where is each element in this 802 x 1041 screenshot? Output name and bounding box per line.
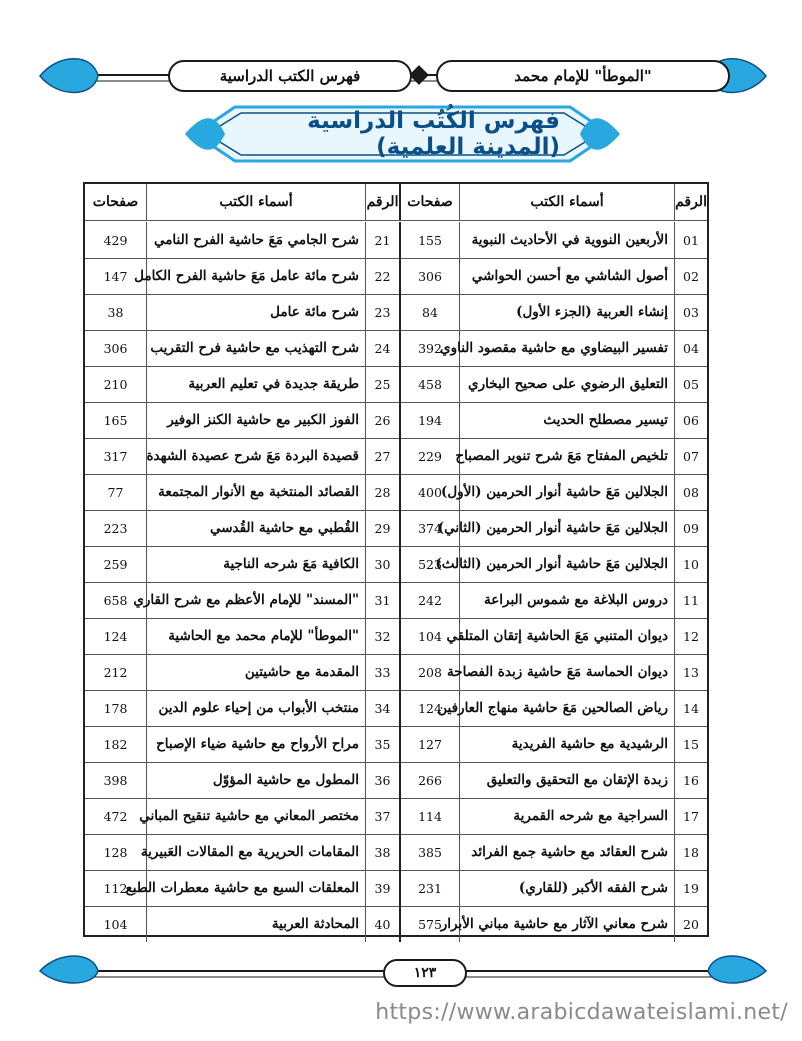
pages-right: 208 [399, 654, 459, 690]
page-footer [38, 945, 768, 985]
pages-left: 317 [103, 448, 128, 464]
page-number: ١٢٣ [383, 959, 467, 987]
book-name-left: القصائد المنتخبة مع الأنوار المجتمعة [146, 474, 365, 510]
pages-left: 104 [103, 916, 128, 932]
row-number-left: 30 [365, 546, 399, 582]
book-name-left: المطول مع حاشية المؤوّل [146, 762, 365, 798]
row-number-right: 11 [674, 582, 707, 618]
col-header-number-left: الرقم [365, 184, 399, 220]
row-number-right: 16 [674, 762, 707, 798]
pages-left: 210 [103, 376, 128, 392]
pages-left: 658 [103, 592, 128, 608]
book-name-left: مختصر المعاني مع حاشية تنقيح المباني [146, 798, 365, 834]
book-name-right: أصول الشاشي مع أحسن الحواشي [459, 258, 674, 294]
row-number-left: 26 [365, 402, 399, 438]
table-row [85, 510, 707, 547]
pages-left: 147 [103, 268, 128, 284]
book-name-right: شرح الفقه الأكبر (للقاري) [459, 870, 674, 906]
table-row [85, 222, 707, 259]
col-header-book-names-left: أسماء الكتب [146, 184, 365, 220]
book-name-right: ديوان الحماسة مَعَ حاشية زبدة الفصاحة [459, 654, 674, 690]
row-number-right: 04 [674, 330, 707, 366]
book-name-left: قصيدة البردة مَعَ شرح عصيدة الشهدة [146, 438, 365, 474]
pages-left: 124 [103, 628, 128, 644]
book-name-right: التعليق الرضوي على صحيح البخاري [459, 366, 674, 402]
table-row [85, 726, 707, 763]
book-name-left: المقامات الحريرية مع المقالات العَبيرية [146, 834, 365, 870]
book-name-right: ديوان المتنبي مَعَ الحاشية إتقان المتلقي [459, 618, 674, 654]
book-name-left: الكافية مَعَ شرحه الناجية [146, 546, 365, 582]
table-row [85, 546, 707, 583]
book-name-right: إنشاء العربية (الجزء الأول) [459, 294, 674, 330]
row-number-left: 27 [365, 438, 399, 474]
pages-left: 77 [107, 484, 124, 500]
pages-right: 392 [399, 330, 459, 366]
pages-right: 114 [399, 798, 459, 834]
pages-right: 231 [399, 870, 459, 906]
row-number-left: 40 [365, 906, 399, 942]
pages-right: 266 [399, 762, 459, 798]
row-number-right: 05 [674, 366, 707, 402]
pages-left: 306 [103, 340, 128, 356]
pages-left: 472 [103, 808, 128, 824]
row-number-left: 31 [365, 582, 399, 618]
pages-right: 84 [399, 294, 459, 330]
page-title: فهرس الكُتُب الدراسية (المدينة العلمية) [307, 108, 560, 160]
book-name-right: دروس البلاغة مع شموس البراعة [459, 582, 674, 618]
row-number-right: 02 [674, 258, 707, 294]
table-row [85, 402, 707, 439]
row-number-right: 03 [674, 294, 707, 330]
row-number-right: 07 [674, 438, 707, 474]
pages-right: 242 [399, 582, 459, 618]
col-header-pages-left: صفحات [92, 194, 139, 210]
row-number-right: 14 [674, 690, 707, 726]
table-row [85, 834, 707, 871]
pages-right: 127 [399, 726, 459, 762]
table-row [85, 258, 707, 295]
pages-right: 523 [399, 546, 459, 582]
pages-right: 155 [399, 222, 459, 258]
col-header-pages-right: صفحات [399, 184, 459, 220]
book-name-right: زبدة الإتقان مع التحقيق والتعليق [459, 762, 674, 798]
books-index-table [83, 182, 709, 937]
table-row [85, 762, 707, 799]
row-number-right: 01 [674, 222, 707, 258]
table-row [85, 870, 707, 907]
table-row [85, 618, 707, 655]
table-row [85, 294, 707, 331]
book-name-left: شرح التهذيب مع حاشية فرح التقريب [146, 330, 365, 366]
pages-right: 229 [399, 438, 459, 474]
pages-left: 38 [107, 304, 124, 320]
table-row [85, 366, 707, 403]
table-row [85, 798, 707, 835]
row-number-right: 13 [674, 654, 707, 690]
running-header-book-title: "الموطأ" للإمام محمد [436, 60, 730, 92]
row-number-left: 38 [365, 834, 399, 870]
pages-left: 223 [103, 520, 128, 536]
row-number-left: 33 [365, 654, 399, 690]
book-name-left: طريقة جديدة في تعليم العربية [146, 366, 365, 402]
pages-right: 194 [399, 402, 459, 438]
row-number-right: 09 [674, 510, 707, 546]
book-name-left: القُطبي مع حاشية القُدسي [146, 510, 365, 546]
row-number-left: 29 [365, 510, 399, 546]
table-row [85, 582, 707, 619]
row-number-right: 12 [674, 618, 707, 654]
pages-left: 112 [103, 880, 128, 896]
row-number-right: 18 [674, 834, 707, 870]
book-name-right: الأربعين النووية في الأحاديث النبوية [459, 222, 674, 258]
table-row [85, 906, 707, 942]
pages-left: 165 [103, 412, 128, 428]
pages-left: 429 [103, 232, 128, 248]
table-row [85, 474, 707, 511]
row-number-left: 34 [365, 690, 399, 726]
row-number-left: 25 [365, 366, 399, 402]
row-number-right: 08 [674, 474, 707, 510]
pages-right: 306 [399, 258, 459, 294]
row-number-left: 35 [365, 726, 399, 762]
table-row [85, 438, 707, 475]
row-number-left: 24 [365, 330, 399, 366]
row-number-right: 06 [674, 402, 707, 438]
pages-left: 178 [103, 700, 128, 716]
book-name-left: الفوز الكبير مع حاشية الكنز الوفير [146, 402, 365, 438]
book-name-right: رياض الصالحين مَعَ حاشية منهاج العارفين [459, 690, 674, 726]
book-name-right: شرح معاني الآثار مع حاشية مباني الأبرار [459, 906, 674, 942]
pages-left: 259 [103, 556, 128, 572]
book-name-right: شرح العقائد مع حاشية جمع الفرائد [459, 834, 674, 870]
book-name-left: شرح مائة عامل [146, 294, 365, 330]
title-banner [185, 103, 620, 165]
pages-right: 124 [399, 690, 459, 726]
book-name-left: منتخب الأبواب من إحياء علوم الدين [146, 690, 365, 726]
watermark-url: https://www.arabicdawateislami.net/ [375, 1000, 788, 1025]
table-row [85, 654, 707, 691]
row-number-right: 15 [674, 726, 707, 762]
pages-left: 212 [103, 664, 128, 680]
book-name-left: "المسند" للإمام الأعظم مع شرح القاري [146, 582, 365, 618]
pages-right: 458 [399, 366, 459, 402]
book-name-right: الجلالين مَعَ حاشية أنوار الحرمين (الأول) [459, 474, 674, 510]
book-name-right: الجلالين مَعَ حاشية أنوار الحرمين (الثالث) [459, 546, 674, 582]
book-name-left: مراح الأرواح مع حاشية ضياء الإصباح [146, 726, 365, 762]
row-number-left: 37 [365, 798, 399, 834]
book-name-right: الرشيدية مع حاشية الفريدية [459, 726, 674, 762]
row-number-right: 10 [674, 546, 707, 582]
book-name-right: الجلالين مَعَ حاشية أنوار الحرمين (الثاني) [459, 510, 674, 546]
pages-left: 182 [103, 736, 128, 752]
row-number-left: 32 [365, 618, 399, 654]
row-number-left: 23 [365, 294, 399, 330]
row-number-left: 39 [365, 870, 399, 906]
book-name-right: تلخيص المفتاح مَعَ شرح تنوير المصباح [459, 438, 674, 474]
pages-right: 374 [399, 510, 459, 546]
row-number-left: 22 [365, 258, 399, 294]
table-header-row [85, 184, 707, 221]
page-header [38, 48, 768, 98]
row-number-right: 19 [674, 870, 707, 906]
col-header-number-right: الرقم [674, 184, 707, 220]
running-header-section-title: فهرس الكتب الدراسية [168, 60, 412, 92]
pages-left: 398 [103, 772, 128, 788]
row-number-left: 21 [365, 222, 399, 258]
row-number-right: 17 [674, 798, 707, 834]
book-name-left: المقدمة مع حاشيتين [146, 654, 365, 690]
book-name-left: المعلقات السبع مع حاشية معطرات الطبع [146, 870, 365, 906]
row-number-right: 20 [674, 906, 707, 942]
pages-right: 385 [399, 834, 459, 870]
book-name-right: تفسير البيضاوي مع حاشية مقصود الناوي [459, 330, 674, 366]
col-header-book-names-right: أسماء الكتب [459, 184, 674, 220]
pages-right: 400 [399, 474, 459, 510]
row-number-left: 28 [365, 474, 399, 510]
pages-right: 104 [399, 618, 459, 654]
table-row [85, 690, 707, 727]
book-name-right: السراجية مع شرحه القمرية [459, 798, 674, 834]
table-row [85, 330, 707, 367]
book-name-left: شرح الجامي مَعَ حاشية الفرح النامي [146, 222, 365, 258]
pages-left: 128 [103, 844, 128, 860]
book-name-left: "الموطأ" للإمام محمد مع الحاشية [146, 618, 365, 654]
pages-right: 575 [399, 906, 459, 942]
book-name-left: المحادثة العربية [146, 906, 365, 942]
book-name-left: شرح مائة عامل مَعَ حاشية الفرح الكامل [146, 258, 365, 294]
book-name-right: تيسير مصطلح الحديث [459, 402, 674, 438]
row-number-left: 36 [365, 762, 399, 798]
